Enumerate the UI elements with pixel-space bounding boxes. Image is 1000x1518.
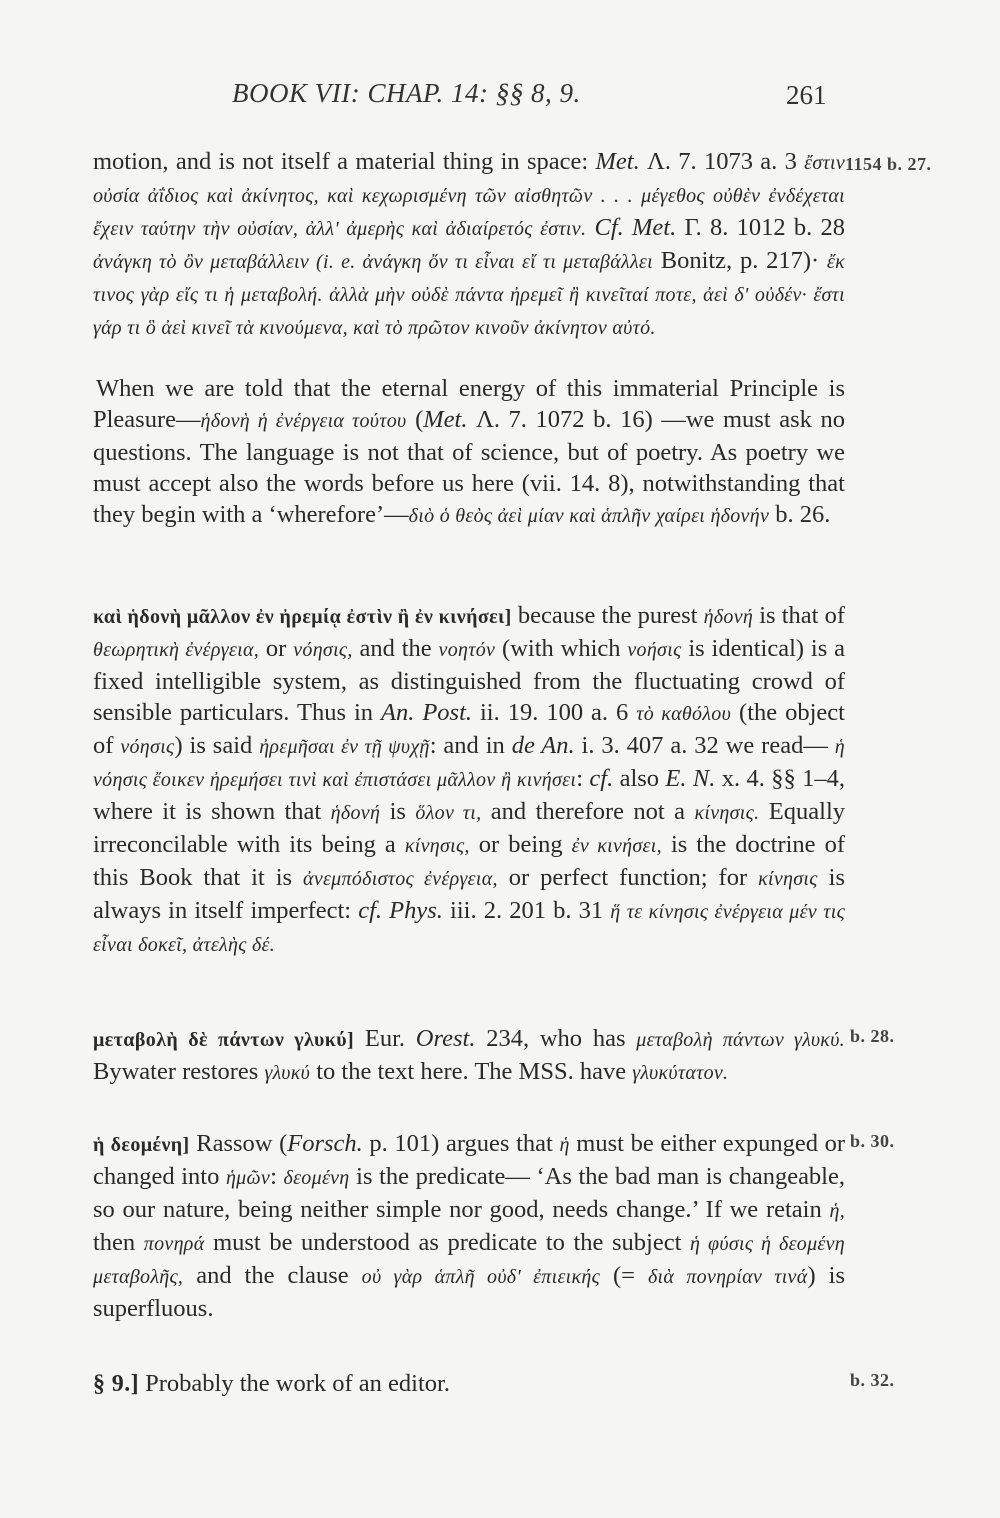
greek-word: πονηρά bbox=[143, 1233, 205, 1255]
lemma: ἡ δεομένη] bbox=[93, 1134, 190, 1156]
greek-word: ἠρεμῆσαι ἐν τῇ ψυχῇ bbox=[259, 736, 430, 758]
greek-quote: ἡδονὴ ἡ ἐνέργεια τούτου bbox=[200, 410, 407, 432]
text: When we are told that the eternal energy of this immaterial Principle is Pleasure— bbox=[93, 375, 845, 433]
text: and the bbox=[352, 635, 439, 662]
greek-quote: ἀνάγκη τὸ ὂν μεταβάλλειν (i. e. ἀνάγκη ὄν τι εἶναι εἴ τι μεταβάλλει bbox=[93, 251, 653, 273]
text: Bywater restores bbox=[93, 1058, 265, 1085]
margin-ref-1154b27: 1154 b. 27. bbox=[845, 154, 932, 174]
greek-word: κίνησις bbox=[758, 868, 818, 890]
work-ref: Met. bbox=[423, 406, 468, 433]
text: Probably the work of an editor. bbox=[139, 1370, 450, 1397]
greek-word: ἡ, bbox=[829, 1200, 845, 1222]
text: b. 26. bbox=[769, 501, 831, 528]
text: and the clause bbox=[183, 1262, 362, 1289]
greek-word: θεωρητικὴ ἐνέργεια, bbox=[93, 639, 260, 661]
text: ( bbox=[406, 406, 424, 433]
greek-quote: διὰ πονηρίαν τινά bbox=[647, 1266, 808, 1288]
work-ref: E. N. bbox=[665, 765, 716, 792]
greek-word: ἡδονή bbox=[330, 802, 381, 824]
margin-ref-b32: b. 32. bbox=[850, 1370, 895, 1390]
lemma: § 9.] bbox=[93, 1371, 139, 1397]
text: Λ. 7. 1073 a. 3 bbox=[639, 148, 805, 175]
greek-quote: μεταβολὴ πάντων γλυκύ. bbox=[636, 1029, 845, 1051]
lemma: μεταβολὴ δὲ πάντων γλυκύ] bbox=[93, 1029, 355, 1051]
text: is the predicate— ‘As the bad man is changeable, so our nature, being neither simple nor good, needs change.’ If we retain bbox=[93, 1163, 845, 1223]
lemma: καὶ ἡδονὴ μᾶλλον ἐν ἠρεμίᾳ ἐστὶν ἢ ἐν κινήσει] bbox=[93, 606, 512, 628]
greek-word: νόησις bbox=[120, 736, 175, 758]
text: : bbox=[270, 1163, 284, 1190]
work-ref: Forsch. bbox=[287, 1130, 363, 1157]
greek-word: κίνησις, bbox=[404, 835, 470, 857]
paragraph-1 bbox=[93, 146, 845, 344]
page-number: 261 bbox=[786, 80, 827, 110]
text: (= bbox=[600, 1262, 648, 1289]
work-ref: An. Post. bbox=[381, 699, 473, 726]
greek-word: ἡδονή bbox=[703, 606, 754, 628]
greek-word: ἀνεμπόδιστος ἐνέργεια, bbox=[303, 868, 498, 890]
text: because the purest bbox=[511, 602, 704, 629]
greek-word: κίνησις. bbox=[694, 802, 760, 824]
work-ref: cf. bbox=[589, 765, 614, 792]
margin-ref-b30: b. 30. bbox=[850, 1131, 895, 1151]
text: Rassow ( bbox=[189, 1130, 288, 1157]
text: is bbox=[380, 798, 416, 825]
text: : and in bbox=[429, 732, 512, 759]
text: (the object of bbox=[93, 699, 845, 759]
greek-word: νοήσις bbox=[627, 639, 682, 661]
text: p. 101) argues that bbox=[362, 1130, 560, 1157]
text: or bbox=[259, 635, 294, 662]
greek-word: ἡμῶν bbox=[225, 1167, 271, 1189]
work-ref: de An. bbox=[511, 732, 575, 759]
text: Equally irreconcilable with its being a bbox=[93, 798, 846, 858]
text: is the doctrine of this Book that it is bbox=[93, 831, 845, 891]
text: iii. 2. 201 b. 31 bbox=[442, 897, 611, 924]
text: (with which bbox=[495, 635, 628, 662]
greek-word: γλυκύ bbox=[264, 1062, 311, 1084]
greek-quote: ἥ τε κίνησις ἐνέργεια μέν τις εἶναι δοκεῖ, ἀτελὴς δέ. bbox=[93, 901, 846, 956]
work-ref: Orest. bbox=[415, 1025, 476, 1052]
greek-word: γλυκύτατον. bbox=[632, 1062, 729, 1084]
text: also bbox=[613, 765, 666, 792]
text: is that of bbox=[753, 602, 845, 629]
text: 234, who has bbox=[475, 1025, 637, 1052]
paragraph-4 bbox=[93, 1023, 845, 1089]
greek-quote: οὐ γὰρ ἁπλῆ οὐδ' ἐπιεικής bbox=[361, 1266, 601, 1288]
paragraph-5 bbox=[93, 1128, 845, 1324]
paragraph-6 bbox=[93, 1368, 845, 1400]
greek-word: νόησις, bbox=[293, 639, 353, 661]
greek-quote: ἡ νόησις ἔοικεν ἠρεμήσει τινὶ καὶ ἐπιστάσει μᾶλλον ἢ κινήσει bbox=[93, 736, 845, 791]
work-ref: Met. bbox=[595, 148, 640, 175]
text: ) is superfluous. bbox=[93, 1262, 845, 1322]
paragraph-2 bbox=[93, 373, 845, 532]
text: must be understood as predicate to the subject bbox=[204, 1229, 690, 1256]
work-ref: Cf. Met. bbox=[586, 214, 677, 241]
greek-quote: ἔστιν οὐσία ἀΐδιος καὶ ἀκίνητος, καὶ κεχωρισμένη τῶν αἰσθητῶν . . . μέγεθος οὐθὲν ἐνδέχεται ἔχειν ταύτην τὴν οὐσίαν, ἀλλ' ἀμερὴς καὶ ἀδιαίρετός ἐστιν. bbox=[93, 152, 846, 240]
running-title: BOOK VII: CHAP. 14: §§ 8, 9. bbox=[232, 78, 581, 108]
greek-word: τὸ καθόλου bbox=[636, 703, 732, 725]
text: motion, and is not itself a material thing in space: bbox=[93, 148, 596, 175]
text: Γ. 8. 1012 b. 28 bbox=[676, 214, 845, 241]
text: Λ. 7. 1072 b. 16) —we must ask no questions. The language is not that of science, but of poetry. As poetry we must accept also the words before us here (vii. 14. 8), notwithstanding that they begin with a ‘wherefore’— bbox=[93, 406, 845, 528]
greek-word: ὅλον τι, bbox=[415, 802, 482, 824]
text: to the text here. The MSS. have bbox=[310, 1058, 633, 1085]
text: ii. 19. 100 a. 6 bbox=[472, 699, 637, 726]
text: is always in itself imperfect: bbox=[93, 864, 845, 924]
greek-word: ἡ bbox=[559, 1134, 570, 1156]
greek-quote: ἡ φύσις ἡ δεομένη μεταβολῆς, bbox=[93, 1233, 846, 1288]
greek-quote: διὸ ὁ θεὸς ἀεὶ μίαν καὶ ἁπλῆν χαίρει ἡδονήν bbox=[408, 505, 770, 527]
work-ref: cf. Phys. bbox=[358, 897, 443, 924]
text: x. 4. §§ 1–4, where it is shown that bbox=[93, 765, 845, 825]
text: is identical) is a fixed intelligible system, as distinguished from the fluctuating crowd of sensible particulars. Thus in bbox=[93, 635, 845, 726]
text: or perfect function; for bbox=[497, 864, 759, 891]
greek-word: ἐν κινήσει, bbox=[571, 835, 662, 857]
text: : bbox=[576, 765, 590, 792]
greek-word: δεομένη bbox=[283, 1167, 350, 1189]
text: Eur. bbox=[354, 1025, 416, 1052]
paragraph-3 bbox=[93, 600, 845, 961]
text: Bonitz, p. 217)· bbox=[652, 247, 827, 274]
text: i. 3. 407 a. 32 we read— bbox=[574, 732, 835, 759]
margin-ref-b28: b. 28. bbox=[850, 1026, 895, 1046]
text: or being bbox=[469, 831, 572, 858]
text: and therefore not a bbox=[481, 798, 695, 825]
text: ) is said bbox=[174, 732, 260, 759]
text: must be either expunged or changed into bbox=[93, 1130, 846, 1190]
greek-quote: ἔκ τινος γὰρ εἴς τι ἡ μεταβολή. ἀλλὰ μὴν οὐδὲ πάντα ἠρεμεῖ ἢ κινεῖταί ποτε, ἀεὶ δ' οὐδέν· ἔστι γάρ τι ὃ ἀεὶ κινεῖ τὰ κινούμενα, καὶ τὸ πρῶτον κινοῦν ἀκίνητον αὐτό. bbox=[93, 251, 845, 339]
greek-word: νοητόν bbox=[438, 639, 496, 661]
text: then bbox=[93, 1229, 144, 1256]
